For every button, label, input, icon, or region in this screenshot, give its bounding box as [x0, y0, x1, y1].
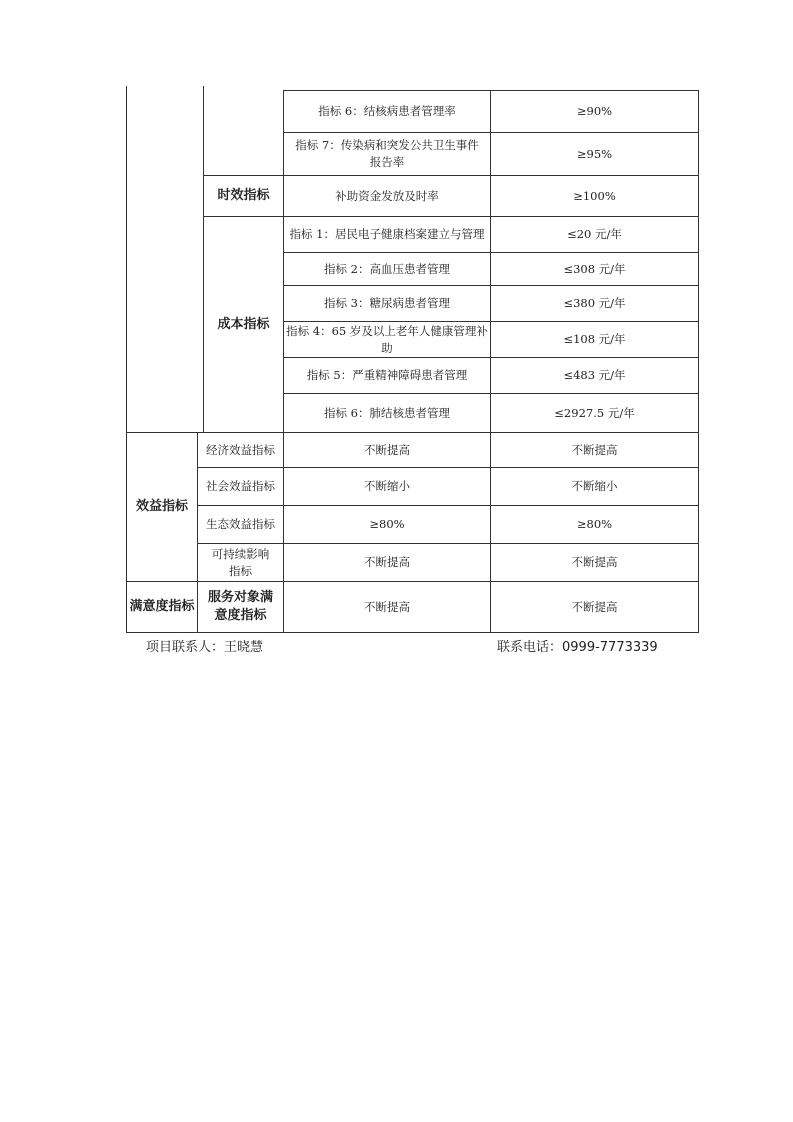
- subcategory-cost: 成本指标: [217, 316, 270, 332]
- category-benefit: 效益指标: [135, 499, 188, 514]
- indicator-value: ≤483 元/年: [563, 368, 626, 382]
- benefit-subindicator: 经济效益指标: [206, 442, 275, 457]
- subcategory-timeliness: 时效指标: [217, 188, 270, 203]
- satisfaction-subindicator: 服务对象满意度指标: [207, 590, 273, 623]
- indicator-value: 不断提高: [364, 599, 410, 614]
- indicator-value: ≤2927.5 元/年: [554, 405, 635, 420]
- indicator-value: 不断提高: [364, 442, 410, 457]
- indicator-value: ≥80%: [576, 517, 613, 531]
- category-satisfaction: 满意度指标: [129, 599, 195, 614]
- indicator-name: 指标 2：高血压患者管理: [324, 261, 450, 276]
- benefit-subindicator: 社会效益指标: [206, 479, 275, 493]
- table-border-bottom: [126, 632, 699, 633]
- indicator-value: ≤20 元/年: [567, 227, 622, 241]
- indicator-value: 不断提高: [571, 599, 618, 614]
- indicator-value: ≥80%: [369, 517, 405, 531]
- indicator-value: ≥95%: [576, 146, 613, 161]
- project-contact: 项目联系人：王晓慧: [146, 640, 264, 655]
- indicator-name: 指标 3：糖尿病患者管理: [324, 296, 450, 310]
- indicator-name: 指标 1：居民电子健康档案建立与管理: [289, 227, 485, 241]
- contact-phone: 联系电话：0999-7773339: [497, 640, 658, 655]
- indicator-name: 指标 5：严重精神障碍患者管理: [306, 368, 468, 382]
- indicator-value: ≥100%: [573, 188, 616, 203]
- indicator-name: 补助资金发放及时率: [335, 188, 439, 203]
- indicator-value: 不断提高: [571, 442, 618, 457]
- benefit-subindicator: 可持续影响指标: [211, 546, 270, 578]
- indicator-name: 指标 6：肺结核患者管理: [324, 405, 450, 420]
- indicator-value: 不断提高: [364, 555, 410, 569]
- table-border-right: [698, 90, 699, 633]
- indicator-name: 指标 7：传染病和突发公共卫生事件报告率: [295, 138, 479, 169]
- indicator-value: ≤108 元/年: [563, 332, 626, 346]
- indicator-name: 指标 6：结核病患者管理率: [318, 104, 456, 118]
- indicator-value: ≤380 元/年: [563, 296, 626, 310]
- indicator-name: 指标 4：65 岁及以上老年人健康管理补助: [286, 323, 488, 355]
- indicator-value: 不断提高: [571, 555, 618, 569]
- indicator-value: ≥90%: [576, 104, 613, 118]
- indicator-value: 不断缩小: [364, 479, 410, 493]
- indicator-value: ≤308 元/年: [563, 261, 626, 276]
- benefit-subindicator: 生态效益指标: [206, 517, 275, 531]
- indicator-value: 不断缩小: [571, 479, 618, 493]
